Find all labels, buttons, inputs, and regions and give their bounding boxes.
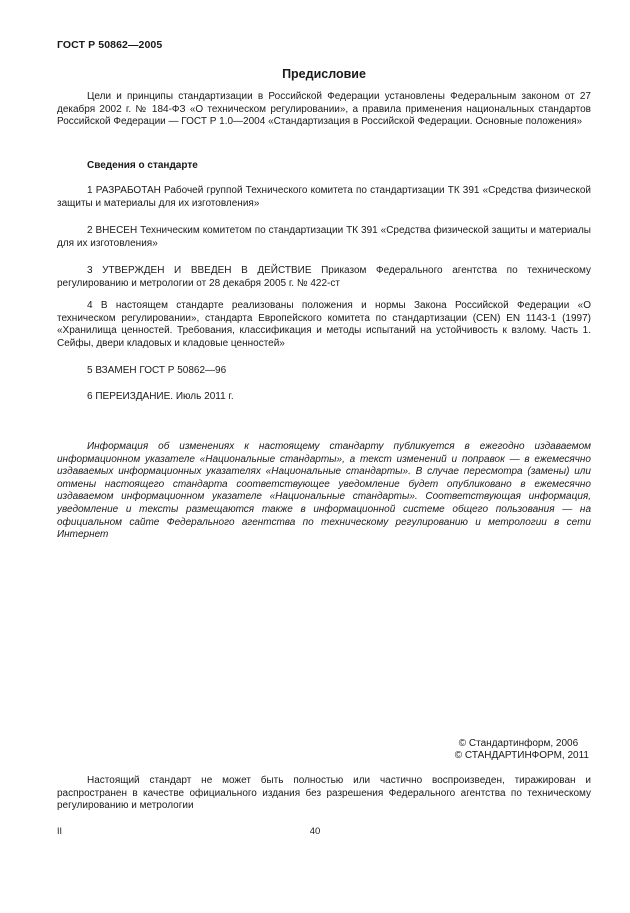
changes-notice: Информация об изменениях к настоящему стандарту публикуется в ежегодно издаваемом информационном указателе «Национальные стандарты», а текст изменений и поправок — в ежемесячно издаваемых информационных указателях «Национальные стандарты». В случае пересмотра (замены) или отмены настоящего стандарта соответствующее уведомление будет опубликовано в ежемесячно издаваемом информационном указателе «Национальные стандарты». Соответствующая информация, уведомление и тексты размещаются также в информационной системе общего пользования — на официальном сайте Федерального агентства по техническому регулированию и метрологии в сети Интернет <box>57 441 591 541</box>
roman-page-number: II <box>57 826 63 836</box>
info-item-6: 6 ПЕРЕИЗДАНИЕ. Июль 2011 г. <box>87 391 234 402</box>
page-number: 40 <box>309 826 321 837</box>
info-item-4: 4 В настоящем стандарте реализованы положения и нормы Закона Российской Федерации «О техническом регулировании», стандарта Европейского комитета по стандартизации (CEN) EN 1143-1 (1997) «Хранилища ценностей. Требования, классификация и методы испытаний на устойчивость к взлому. Часть 1. Сейфы, двери кладовых и кладовые ценностей» <box>57 300 591 349</box>
info-item-3: 3 УТВЕРЖДЕН И ВВЕДЕН В ДЕЙСТВИЕ Приказом Федерального агентства по техническому регулированию и метрологии от 28 декабря 2005 г. № 422-ст <box>57 265 591 289</box>
info-item-5: 5 ВЗАМЕН ГОСТ Р 50862—96 <box>87 365 227 376</box>
legal-notice: Настоящий стандарт не может быть полностью или частично воспроизведен, тиражирован и распространен в качестве официального издания без разрешения Федерального агентства по техническому регулированию и метрологии <box>57 775 591 812</box>
info-item-1: 1 РАЗРАБОТАН Рабочей группой Технического комитета по стандартизации ТК 391 «Средства физической защиты и материалы для их изготовления» <box>57 185 591 209</box>
copyright-line-2011: © СТАНДАРТИНФОРМ, 2011 <box>454 750 589 762</box>
document-code: ГОСТ Р 50862—2005 <box>57 39 163 51</box>
preface-title: Предисловие <box>282 67 366 81</box>
copyright-block <box>455 738 589 763</box>
info-item-2: 2 ВНЕСЕН Техническим комитетом по стандартизации ТК 391 «Средства физической защиты и материалы для их изготовления» <box>57 225 591 249</box>
preface-intro: Цели и принципы стандартизации в Российской Федерации установлены Федеральным законом от 27 декабря 2002 г. № 184-ФЗ «О техническом регулировании», а правила применения национальных стандартов Российской Федерации — ГОСТ Р 1.0—2004 «Стандартизация в Российской Федерации. Основные положения» <box>57 91 591 128</box>
copyright-line-2006: © Стандартинформ, 2006 <box>458 738 579 749</box>
info-heading: Сведения о стандарте <box>87 160 198 171</box>
